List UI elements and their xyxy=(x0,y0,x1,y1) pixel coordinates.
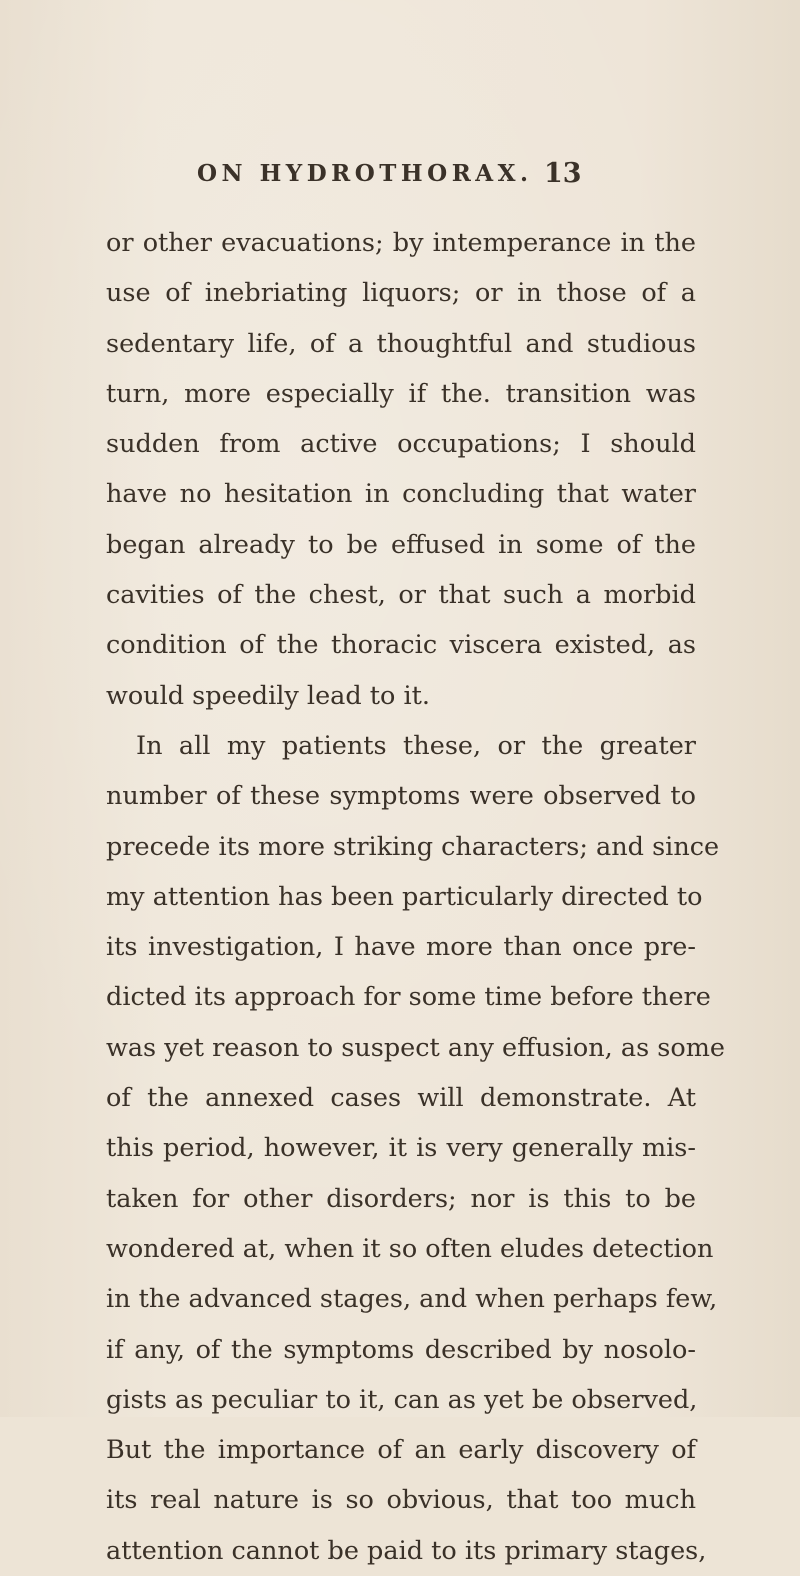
text-line: sudden from active occupations; I should xyxy=(106,429,696,460)
text-line: have no hesitation in concluding that water xyxy=(106,479,696,510)
text-line: sedentary life, of a thoughtful and studious xyxy=(106,328,696,359)
text-line: taken for other disorders; nor is this to be xyxy=(106,1183,696,1214)
text-line: cavities of the chest, or that such a morbid xyxy=(106,580,696,611)
text-line: of the annexed cases will demonstrate. At xyxy=(106,1083,696,1114)
text-line: my attention has been particularly directed to xyxy=(106,881,703,912)
text-line: if any, of the symptoms described by nosolo- xyxy=(106,1334,696,1365)
body-text xyxy=(106,218,725,1576)
paragraph-start-line: In all my patients these, or the greater xyxy=(136,730,696,761)
page-number: 13 xyxy=(544,158,582,189)
text-line: number of these symptoms were observed to xyxy=(106,781,696,812)
text-line: in the advanced stages, and when perhaps few, xyxy=(106,1284,718,1315)
text-line: its investigation, I have more than once pre- xyxy=(106,932,696,963)
text-line: began already to be effused in some of the xyxy=(106,529,696,560)
text-line: would speedily lead to it. xyxy=(106,680,431,711)
text-line: wondered at, when it so often eludes detection xyxy=(106,1233,714,1264)
text-line: turn, more especially if the. transition was xyxy=(106,378,696,409)
text-line: attention cannot be paid to its primary stages, xyxy=(106,1535,707,1566)
text-line: its real nature is so obvious, that too much xyxy=(106,1485,696,1516)
text-line: gists as peculiar to it, can as yet be observed, xyxy=(106,1384,698,1415)
text-line: dicted its approach for some time before there xyxy=(106,982,711,1013)
text-line: was yet reason to suspect any effusion, as some xyxy=(106,1032,725,1063)
text-line: precede its more striking characters; and since xyxy=(106,831,720,862)
text-line: this period, however, it is very generally mis- xyxy=(106,1133,696,1164)
text-line: condition of the thoracic viscera existed, as xyxy=(106,630,696,661)
text-line: But the importance of an early discovery of xyxy=(106,1435,696,1466)
text-line: use of inebriating liquors; or in those of a xyxy=(106,278,696,309)
page-header xyxy=(0,160,800,200)
text-line: or other evacuations; by intemperance in the xyxy=(106,228,696,258)
running-head: ON HYDROTHORAX. xyxy=(197,160,533,187)
